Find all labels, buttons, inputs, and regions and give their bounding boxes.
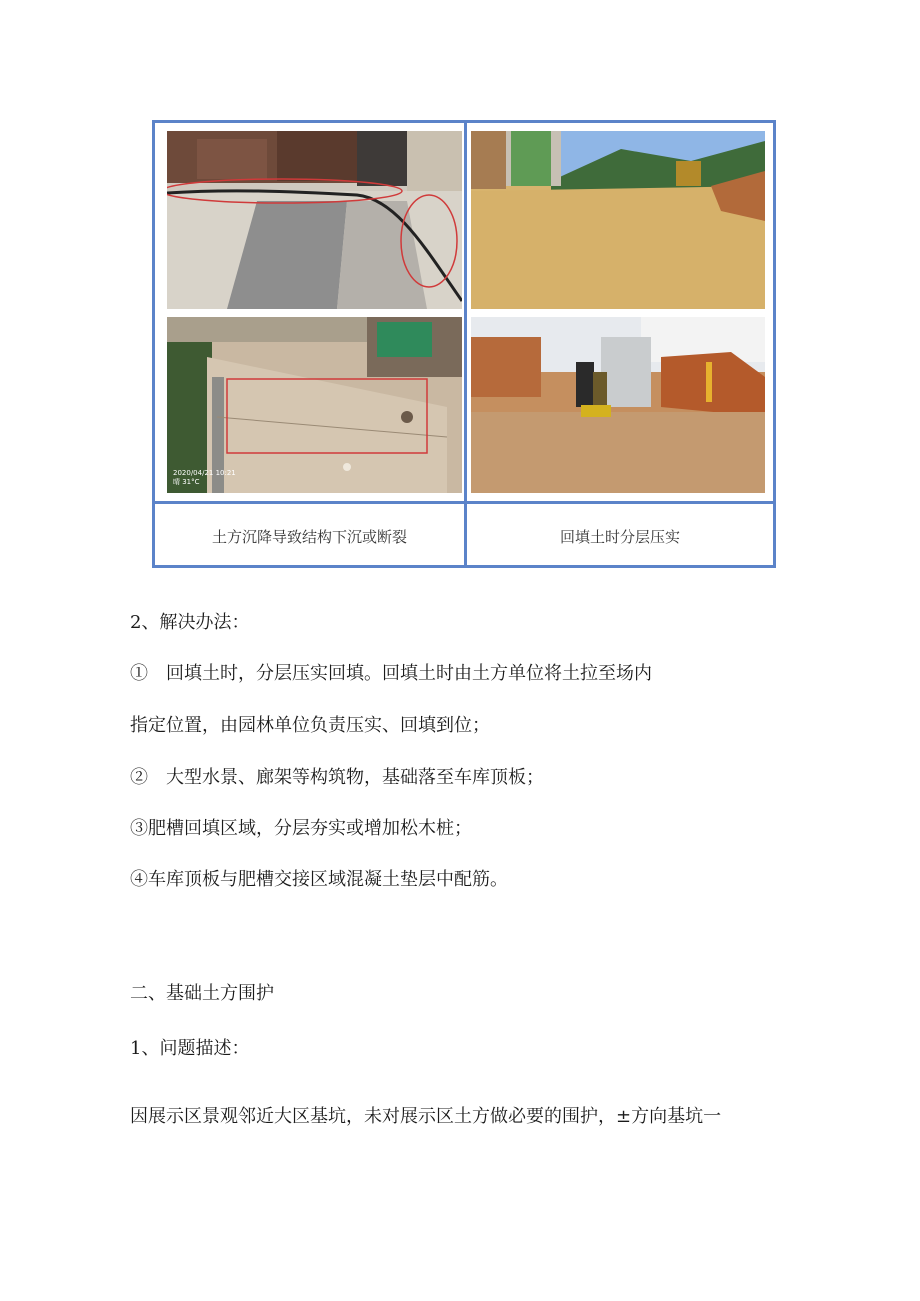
section-heading: 二、基础土方围护 [130,983,274,1004]
solutions-heading: 2、解决办法： [130,612,250,633]
figure-divider-vertical [464,123,467,565]
photo-layered-compaction [471,317,765,493]
photo-compacted-field [471,131,765,309]
solution-item-3: ③肥槽回填区域，分层夯实或增加松木桩； [130,818,472,839]
photo-settlement-entrance [167,131,462,309]
solution-item-1-continued: 指定位置，由园林单位负责压实、回填到位； [130,715,490,736]
figure-caption-left: 土方沉降导致结构下沉或断裂 [211,527,407,546]
problem-text: 因展示区景观邻近大区基坑，未对展示区土方做必要的围护，±方向基坑一 [130,1106,722,1127]
figure-panel [152,120,776,568]
solution-item-4: ④车库顶板与肥槽交接区域混凝土垫层中配筋。 [130,869,508,890]
solution-item-1: ① 回填土时，分层压实回填。回填土时由土方单位将土拉至场内 [130,663,652,684]
solution-item-2: ② 大型水景、廊架等构筑物，基础落至车库顶板； [130,767,544,788]
photo-timestamp: 2020/04/21 10:21 晴 31°C [173,469,236,486]
problem-heading: 1、问题描述： [130,1038,250,1059]
photo-settlement-path [167,317,462,493]
figure-caption-right: 回填土时分层压实 [559,527,680,546]
